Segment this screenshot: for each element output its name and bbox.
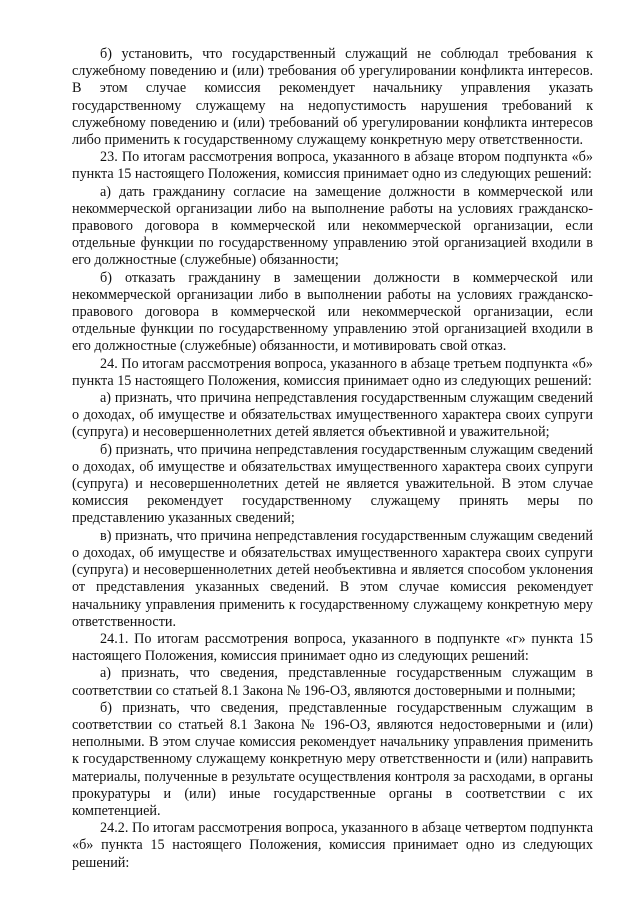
paragraph-24-1-a: а) признать, что сведения, представленные государственным служащим в соответствии со статьей 8.1 Закона № 196-ОЗ, являются достоверными и полными; <box>72 665 593 699</box>
paragraph-24-1-b: б) признать, что сведения, представленные государственным служащим в соответствии со статьей 8.1 Закона № 196-ОЗ, являются недостоверными и (или) неполными. В этом случае комиссия рекомендует начальнику управления применить к государственному служащему конкретную меру ответственности и (или) направить материалы, полученные в результате осуществления контроля за расходами, в органы прокуратуры и (или) иные государственные органы в соответствии с их компетенцией. <box>72 699 593 819</box>
paragraph-24-2: 24.2. По итогам рассмотрения вопроса, указанного в абзаце четвертом подпункта «б» пункта 15 настоящего Положения, комиссия принимает одно из следующих решений: <box>72 820 593 871</box>
document-page <box>72 46 593 872</box>
paragraph-24-b: б) признать, что причина непредставления государственным служащим сведений о доходах, об имуществе и обязательствах имущественного характера своих супруги (супруга) и несовершеннолетних детей не является уважительной. В этом случае комиссия рекомендует государственному служащему принять меры по представлению указанных сведений; <box>72 441 593 527</box>
paragraph-24-v: в) признать, что причина непредставления государственным служащим сведений о доходах, об имуществе и обязательствах имущественного характера своих супруги (супруга) и несовершеннолетних детей необъективна и является способом уклонения от представления указанных сведений. В этом случае комиссия рекомендует начальнику управления применить к государственному служащему конкретную меру ответственности. <box>72 527 593 630</box>
paragraph-24: 24. По итогам рассмотрения вопроса, указанного в абзаце третьем подпункта «б» пункта 15 настоящего Положения, комиссия принимает одно из следующих решений: <box>72 355 593 389</box>
paragraph-23-b: б) отказать гражданину в замещении должности в коммерческой или некоммерческой организации либо в выполнении работы на условиях гражданско-правового договора в коммерческой или некоммерческой организации, если отдельные функции по государственному управлению этой организацией входили в его должностные (служебные) обязанности, и мотивировать свой отказ. <box>72 269 593 355</box>
paragraph-24-a: а) признать, что причина непредставления государственным служащим сведений о доходах, об имуществе и обязательствах имущественного характера своих супруги (супруга) и несовершеннолетних детей является объективной и уважительной; <box>72 390 593 441</box>
paragraph-23: 23. По итогам рассмотрения вопроса, указанного в абзаце втором подпункта «б» пункта 15 настоящего Положения, комиссия принимает одно из следующих решений: <box>72 149 593 183</box>
paragraph-1-b-establish-violation: б) установить, что государственный служащий не соблюдал требования к служебному поведению и (или) требования об урегулировании конфликта интересов. В этом случае комиссия рекомендует начальнику управления указать государственному служащему на недопустимость нарушения требований к служебному поведению и (или) требований об урегулировании конфликта интересов либо применить к государственному служащему конкретную меру ответственности. <box>72 46 593 149</box>
paragraph-23-a: а) дать гражданину согласие на замещение должности в коммерческой или некоммерческой организации либо на выполнение работы на условиях гражданско-правового договора в коммерческой или некоммерческой организации, если отдельные функции по государственному управлению этой организацией входили в его должностные (служебные) обязанности; <box>72 183 593 269</box>
paragraph-24-1: 24.1. По итогам рассмотрения вопроса, указанного в подпункте «г» пункта 15 настоящего Положения, комиссия принимает одно из следующих решений: <box>72 630 593 665</box>
